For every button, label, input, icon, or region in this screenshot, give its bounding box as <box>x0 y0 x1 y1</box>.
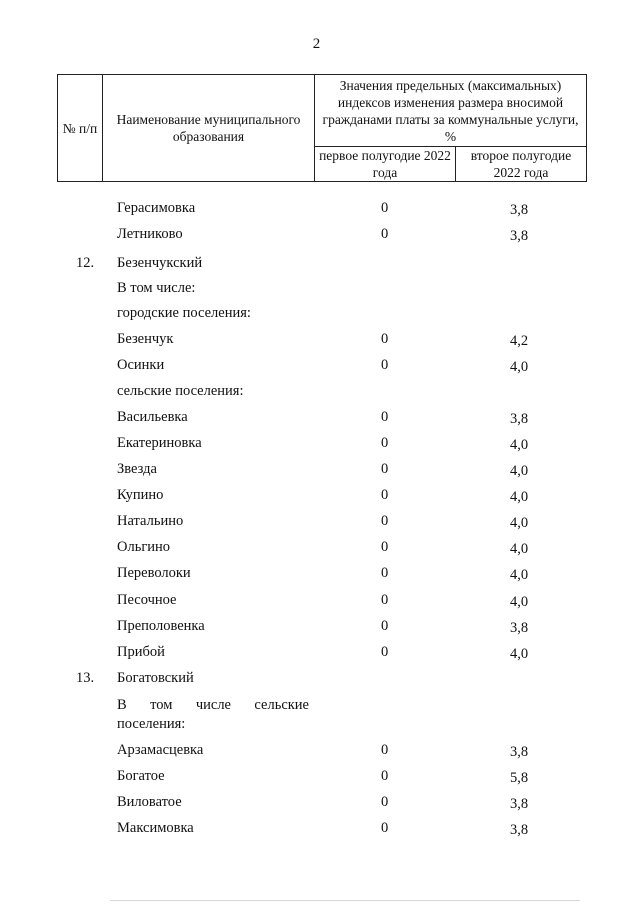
table-row <box>0 740 633 760</box>
table-header <box>57 74 587 182</box>
row-name: В том числе: <box>117 280 196 296</box>
row-second-half: 3,8 <box>510 744 529 760</box>
row-name: Безенчук <box>117 331 174 347</box>
row-name: Безенчукский <box>117 255 203 271</box>
row-name: Преполовенка <box>117 618 205 634</box>
row-first-half: 0 <box>381 618 389 634</box>
row-second-half: 4,0 <box>510 463 529 479</box>
row-first-half: 0 <box>381 226 389 242</box>
row-first-half: 0 <box>381 461 389 477</box>
row-second-half: 4,0 <box>510 359 529 375</box>
row-first-half: 0 <box>381 357 389 373</box>
table-row <box>0 433 633 453</box>
row-name: Арзамасцевка <box>117 742 204 758</box>
row-first-half: 0 <box>381 742 389 758</box>
table-row <box>0 198 633 218</box>
table-row <box>0 485 633 505</box>
header-num: № п/п <box>58 75 103 182</box>
row-first-half: 0 <box>381 820 389 836</box>
row-second-half: 4,0 <box>510 541 529 557</box>
table-row <box>0 563 633 583</box>
row-name: Максимовка <box>117 820 194 836</box>
row-second-half: 4,0 <box>510 646 529 662</box>
bottom-scan-line <box>110 900 580 901</box>
row-name: сельские поселения: <box>117 383 244 399</box>
header-values: Значения предельных (максимальных) индексов изменения размера вносимой гражданами платы за коммунальные услуги, % <box>315 75 587 147</box>
row-number: 13. <box>76 670 95 686</box>
table-row <box>0 303 633 323</box>
table-row <box>0 511 633 531</box>
table-row <box>0 253 633 273</box>
header-first-half: первое полугодие 2022 года <box>315 147 456 182</box>
row-second-half: 4,0 <box>510 515 529 531</box>
table-row <box>0 355 633 375</box>
table-row <box>0 616 633 636</box>
row-second-half: 5,8 <box>510 770 529 786</box>
row-first-half: 0 <box>381 768 389 784</box>
row-second-half: 4,0 <box>510 489 529 505</box>
table-row <box>0 668 633 688</box>
row-first-half: 0 <box>381 435 389 451</box>
row-name: Виловатое <box>117 794 182 810</box>
row-second-half: 4,0 <box>510 437 529 453</box>
row-name-multiline: В том числе сельские поселения: <box>117 697 309 732</box>
row-first-half: 0 <box>381 539 389 555</box>
table-row <box>0 590 633 610</box>
row-first-half: 0 <box>381 644 389 660</box>
table-row <box>0 381 633 401</box>
row-name: Звезда <box>117 461 157 477</box>
row-name: Екатериновка <box>117 435 202 451</box>
row-first-half: 0 <box>381 513 389 529</box>
table-row <box>0 642 633 662</box>
row-second-half: 3,8 <box>510 202 529 218</box>
row-first-half: 0 <box>381 200 389 216</box>
row-name: городские поселения: <box>117 305 251 321</box>
table-row <box>0 459 633 479</box>
row-second-half: 3,8 <box>510 411 529 427</box>
row-second-half: 3,8 <box>510 796 529 812</box>
table-row <box>0 329 633 349</box>
row-name: Богатое <box>117 768 165 784</box>
table-row <box>0 278 633 298</box>
table-row <box>0 818 633 838</box>
header-name: Наименование муниципального образования <box>103 75 315 182</box>
row-name: Натальино <box>117 513 184 529</box>
row-first-half: 0 <box>381 331 389 347</box>
table-row <box>0 766 633 786</box>
row-name: Летниково <box>117 226 183 242</box>
row-second-half: 3,8 <box>510 228 529 244</box>
row-name: Купино <box>117 487 164 503</box>
row-number: 12. <box>76 255 95 271</box>
row-name: Переволоки <box>117 565 191 581</box>
row-first-half: 0 <box>381 409 389 425</box>
row-name: Осинки <box>117 357 165 373</box>
row-first-half: 0 <box>381 565 389 581</box>
table-row <box>0 224 633 244</box>
row-first-half: 0 <box>381 592 389 608</box>
header-second-half: второе полугодие 2022 года <box>456 147 587 182</box>
row-second-half: 3,8 <box>510 620 529 636</box>
row-name: Васильевка <box>117 409 188 425</box>
row-second-half: 4,0 <box>510 594 529 610</box>
row-first-half: 0 <box>381 794 389 810</box>
row-name: Богатовский <box>117 670 194 686</box>
row-name: Герасимовка <box>117 200 196 216</box>
page-number: 2 <box>312 36 321 52</box>
table-row <box>0 537 633 557</box>
row-name: Прибой <box>117 644 165 660</box>
row-name: Ольгино <box>117 539 171 555</box>
row-first-half: 0 <box>381 487 389 503</box>
row-second-half: 4,0 <box>510 567 529 583</box>
row-second-half: 3,8 <box>510 822 529 838</box>
table-row <box>0 407 633 427</box>
table-row <box>0 792 633 812</box>
row-second-half: 4,2 <box>510 333 529 349</box>
row-name: Песочное <box>117 592 177 608</box>
